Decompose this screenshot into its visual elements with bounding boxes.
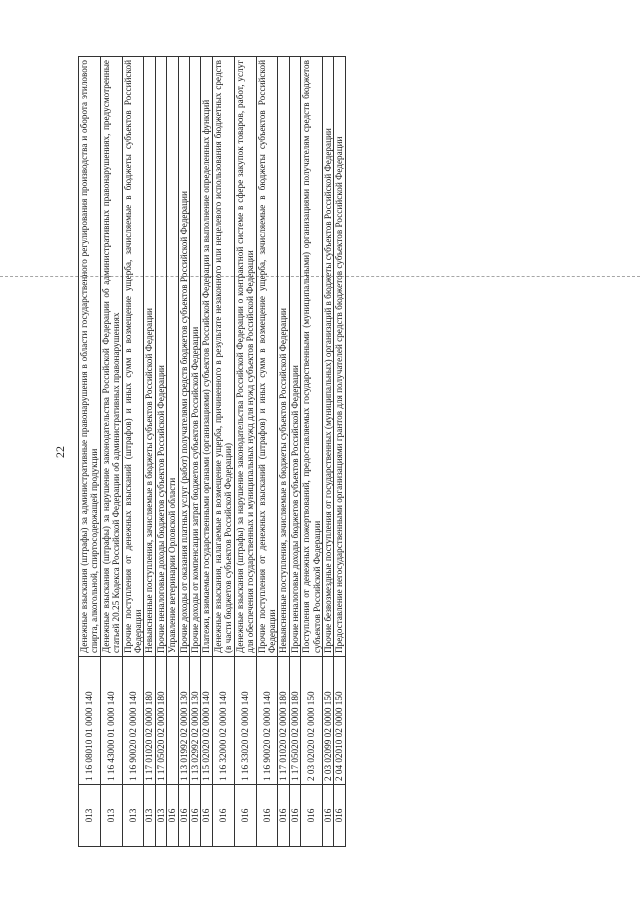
revenue-name-cell: Прочие неналоговые доходы бюджетов субъектов Российской Федерации [155,57,166,657]
budget-code-cell [167,657,178,785]
admin-code-cell: 013 [122,785,144,847]
budget-code-cell: 1 17 01020 02 0000 180 [144,657,155,785]
table-row [178,57,189,847]
admin-code-cell: 016 [278,785,289,847]
budget-code-cell: 1 16 90020 02 0000 140 [122,657,144,785]
budget-code-cell: 1 17 01020 02 0000 180 [278,657,289,785]
budget-code-cell: 2 03 02020 02 0000 150 [301,657,323,785]
budget-code-cell: 1 15 02020 02 0000 140 [201,657,212,785]
revenue-name-cell: Платежи, взимаемые государственными органами (организациями) субъектов Российской Федерации за выполнение определенных функций [201,57,212,657]
admin-code-cell: 016 [289,785,300,847]
revenue-name-cell: Прочие доходы от оказания платных услуг (работ) получателями средств бюджетов субъектов Российской Федерации [178,57,189,657]
table-row [256,57,278,847]
admin-code-cell: 016 [256,785,278,847]
table-row [301,57,323,847]
table-row [234,57,256,847]
table-row [144,57,155,847]
admin-code-cell: 016 [301,785,323,847]
admin-code-cell: 013 [155,785,166,847]
admin-code-cell: 016 [201,785,212,847]
revenue-name-cell: Денежные взыскания (штрафы) за нарушение законодательства Российской Федерации об административных правонарушениях, предусмотренные статьей 20.25 Кодекса Российской Федерации об административных правонарушениях [100,57,122,657]
budget-code-cell: 1 13 02992 02 0000 130 [190,657,201,785]
revenue-codes-table [78,56,346,847]
revenue-name-cell: Управление ветеринарии Орловской области [167,57,178,657]
revenue-name-cell: Предоставление негосударственными организациями грантов для получателей средств бюджетов субъектов Российской Федерации [334,57,345,657]
table-row [278,57,289,847]
revenue-name-cell: Прочие доходы от компенсации затрат бюджетов субъектов Российской Федерации [190,57,201,657]
admin-code-cell: 016 [322,785,333,847]
revenue-name-cell: Невыясненные поступления, зачисляемые в бюджеты субъектов Российской Федерации [144,57,155,657]
table-row [122,57,144,847]
budget-code-cell: 1 13 01992 02 0000 130 [178,657,189,785]
admin-code-cell: 016 [234,785,256,847]
admin-code-cell: 016 [167,785,178,847]
budget-code-cell: 1 16 08010 01 0000 140 [79,657,101,785]
table-row [100,57,122,847]
budget-code-cell: 1 17 05020 02 0000 180 [155,657,166,785]
budget-code-cell: 2 03 02099 02 0000 150 [322,657,333,785]
budget-code-cell: 1 16 32000 02 0000 140 [212,657,234,785]
page-number: 22 [53,446,67,458]
rotated-page [52,57,588,847]
budget-code-cell: 1 16 90020 02 0000 140 [256,657,278,785]
admin-code-cell: 013 [100,785,122,847]
table-row [289,57,300,847]
revenue-name-cell: Денежные взыскания (штрафы) за административные правонарушения в области государственного регулирования производства и оборота этилового спирта, алкогольной, спиртосодержащей продукции [79,57,101,657]
admin-code-cell: 013 [79,785,101,847]
admin-code-cell: 016 [190,785,201,847]
budget-code-cell: 2 04 02010 02 0000 150 [334,657,345,785]
revenue-name-cell: Поступления от денежных пожертвований, предоставляемых государственными (муниципальными) организациями получателям средств бюджетов субъектов Российской Федерации [301,57,323,657]
budget-code-cell: 1 17 05020 02 0000 180 [289,657,300,785]
table-row [322,57,333,847]
revenue-name-cell: Прочие поступления от денежных взысканий (штрафов) и иных сумм в возмещение ущерба, зачисляемые в бюджеты субъектов Российской Федерации [256,57,278,657]
table-row [155,57,166,847]
admin-code-cell: 016 [334,785,345,847]
table-row [334,57,345,847]
admin-code-cell: 013 [144,785,155,847]
table-row [190,57,201,847]
budget-code-cell: 1 16 33020 02 0000 140 [234,657,256,785]
revenue-name-cell: Прочие неналоговые доходы бюджетов субъектов Российской Федерации [289,57,300,657]
revenue-name-cell: Денежные взыскания, налагаемые в возмещение ущерба, причиненного в результате незаконного или нецелевого использования бюджетных средств (в части бюджетов субъектов Российской Федерации) [212,57,234,657]
table-body [79,57,346,847]
revenue-name-cell: Прочие безвозмездные поступления от государственных (муниципальных) организаций в бюджеты субъектов Российской Федерации [322,57,333,657]
table-row [167,57,178,847]
revenue-name-cell: Денежные взыскания (штрафы) за нарушение законодательства Российской Федерации о контрактной системе в сфере закупок товаров, работ, услуг для обеспечения государственных и муниципальных нужд для нужд субъектов Российской Федерации [234,57,256,657]
table-row [201,57,212,847]
admin-code-cell: 016 [212,785,234,847]
budget-code-cell: 1 16 43000 01 0000 140 [100,657,122,785]
table-row [79,57,101,847]
admin-code-cell: 016 [178,785,189,847]
table-row [212,57,234,847]
revenue-name-cell: Невыясненные поступления, зачисляемые в бюджеты субъектов Российской Федерации [278,57,289,657]
revenue-name-cell: Прочие поступления от денежных взысканий (штрафов) и иных сумм в возмещение ущерба, зачисляемые в бюджеты субъектов Российской Федерации [122,57,144,657]
